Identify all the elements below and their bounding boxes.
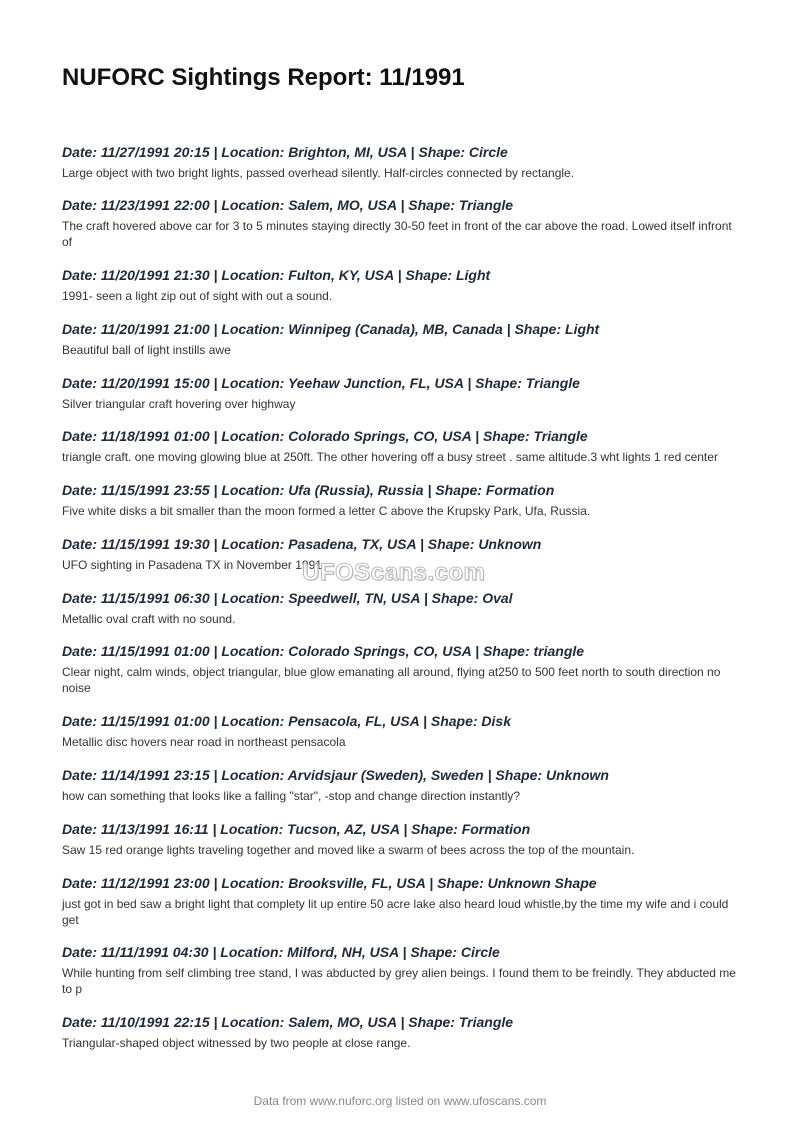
sighting-summary: UFO sighting in Pasadena TX in November 1991 [62,558,322,572]
sighting-heading: Date: 11/10/1991 22:15 | Location: Salem, MO, USA | Shape: Triangle [62,1014,514,1030]
sighting-summary: Triangular-shaped object witnessed by two people at close range. [62,1036,411,1050]
sighting-entry [62,482,742,519]
sighting-heading: Date: 11/23/1991 22:00 | Location: Salem, MO, USA | Shape: Triangle [62,197,514,213]
sighting-summary: Large object with two bright lights, passed overhead silently. Half-circles connected by rectangle. [62,166,575,180]
sighting-heading: Date: 11/20/1991 15:00 | Location: Yeehaw Junction, FL, USA | Shape: Triangle [62,375,580,391]
sighting-summary: just got in bed saw a bright light that complety lit up entire 50 acre lake also heard loud whistle,by the time my wife and i could get [62,897,729,927]
sighting-summary: Metallic disc hovers near road in northeast pensacola [62,735,346,749]
sighting-entry [62,643,742,696]
sighting-entry [62,1014,742,1051]
sighting-summary: Metallic oval craft with no sound. [62,612,236,626]
sighting-entry [62,944,742,997]
sighting-entry [62,267,742,304]
sighting-summary: how can something that looks like a falling "star", -stop and change direction instantly? [62,789,521,803]
sighting-entry [62,428,742,465]
sighting-heading: Date: 11/20/1991 21:30 | Location: Fulton, KY, USA | Shape: Light [62,267,491,283]
sighting-entry [62,767,742,804]
sighting-entry [62,321,742,358]
sighting-heading: Date: 11/15/1991 06:30 | Location: Speedwell, TN, USA | Shape: Oval [62,590,513,606]
sighting-summary: 1991- seen a light zip out of sight with out a sound. [62,289,333,303]
sighting-entry [62,821,742,858]
sighting-summary: Beautiful ball of light instills awe [62,343,231,357]
sighting-heading: Date: 11/15/1991 23:55 | Location: Ufa (Russia), Russia | Shape: Formation [62,482,555,498]
sighting-summary: Five white disks a bit smaller than the moon formed a letter C above the Krupsky Park, Ufa, Russia. [62,504,591,518]
sighting-entry [62,875,742,928]
page-title: NUFORC Sightings Report: 11/1991 [62,64,465,91]
sighting-summary: The craft hovered above car for 3 to 5 minutes staying directly 30-50 feet in front of the car above the road. Lowed itself infront of [62,219,732,249]
sighting-heading: Date: 11/14/1991 23:15 | Location: Arvidsjaur (Sweden), Sweden | Shape: Unknown [62,767,609,783]
sighting-heading: Date: 11/12/1991 23:00 | Location: Brooksville, FL, USA | Shape: Unknown Shape [62,875,597,891]
sighting-summary: Saw 15 red orange lights traveling together and moved like a swarm of bees across the top of the mountain. [62,843,635,857]
sighting-summary: While hunting from self climbing tree stand, I was abducted by grey alien beings. I found them to be freindly. They abducted me to p [62,966,736,996]
sighting-heading: Date: 11/27/1991 20:15 | Location: Brighton, MI, USA | Shape: Circle [62,144,508,160]
sighting-summary: Silver triangular craft hovering over highway [62,397,296,411]
sighting-summary: Clear night, calm winds, object triangular, blue glow emanating all around, flying at250 to 500 feet north to south direction no noise [62,665,721,695]
sighting-heading: Date: 11/15/1991 01:00 | Location: Pensacola, FL, USA | Shape: Disk [62,713,511,729]
sighting-entry [62,144,742,181]
sighting-heading: Date: 11/15/1991 01:00 | Location: Colorado Springs, CO, USA | Shape: triangle [62,643,585,659]
sighting-entry [62,590,742,627]
sighting-entry [62,197,742,250]
sighting-heading: Date: 11/20/1991 21:00 | Location: Winnipeg (Canada), MB, Canada | Shape: Light [62,321,600,337]
sighting-heading: Date: 11/15/1991 19:30 | Location: Pasadena, TX, USA | Shape: Unknown [62,536,542,552]
sighting-heading: Date: 11/18/1991 01:00 | Location: Colorado Springs, CO, USA | Shape: Triangle [62,428,588,444]
sighting-summary: triangle craft. one moving glowing blue at 250ft. The other hovering off a busy street . same altitude.3 wht lights 1 red center [62,450,718,464]
sighting-heading: Date: 11/11/1991 04:30 | Location: Milford, NH, USA | Shape: Circle [62,944,500,960]
sighting-entry [62,713,742,750]
page-footer: Data from www.nuforc.org listed on www.ufoscans.com [253,1094,547,1108]
watermark-logo: UFOScans.com [302,559,486,586]
sighting-entry [62,375,742,412]
sighting-heading: Date: 11/13/1991 16:11 | Location: Tucson, AZ, USA | Shape: Formation [62,821,531,837]
